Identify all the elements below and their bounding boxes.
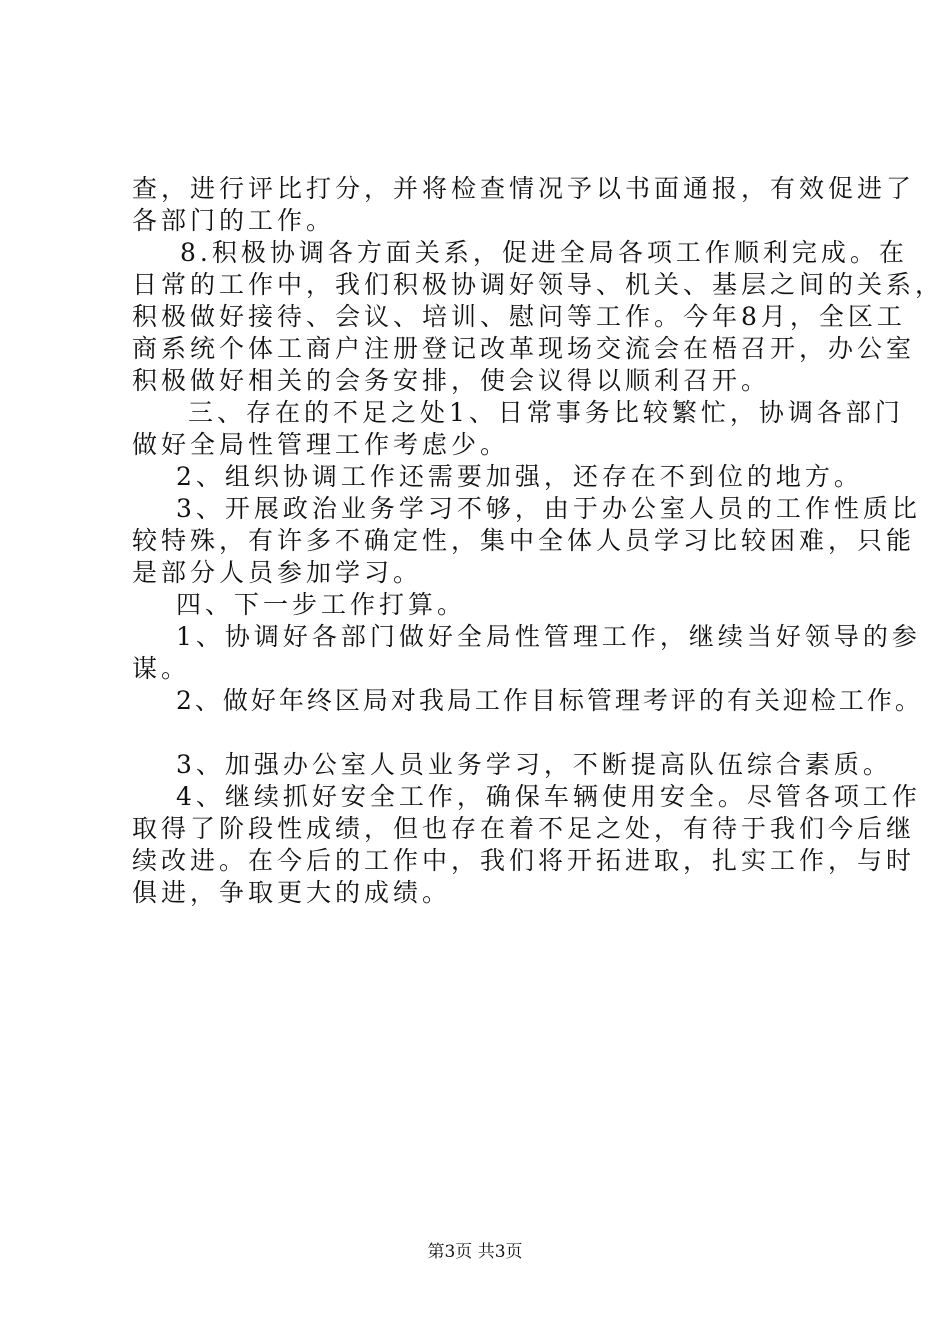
text-line: 2、做好年终区局对我局工作目标管理考评的有关迎检工作。 [176, 686, 923, 715]
text-line: 较特殊，有许多不确定性，集中全体人员学习比较困难，只能 [132, 526, 916, 555]
text-line: 俱进，争取更大的成绩。 [132, 878, 452, 907]
text-line: 查，进行评比打分，并将检查情况予以书面通报，有效促进了 [132, 174, 916, 203]
text-line: 是部分人员参加学习。 [132, 558, 423, 587]
text-line: 4、继续抓好安全工作，确保车辆使用安全。尽管各项工作 [176, 782, 921, 811]
text-line: 积极做好接待、会议、培训、慰问等工作。今年8月，全区工 [132, 302, 906, 331]
text-line: 1、协调好各部门做好全局性管理工作，继续当好领导的参 [176, 622, 921, 651]
text-line: 日常的工作中，我们积极协调好领导、机关、基层之间的关系， [132, 270, 945, 299]
text-line: 三、存在的不足之处1、日常事务比较繁忙，协调各部门 [188, 398, 904, 427]
text-line: 续改进。在今后的工作中，我们将开拓进取，扎实工作，与时 [132, 846, 916, 875]
page-footer: 第3页 共3页 [427, 1242, 523, 1262]
text-line: 3、加强办公室人员业务学习，不断提高队伍综合素质。 [176, 750, 892, 779]
text-line: 做好全局性管理工作考虑少。 [132, 430, 510, 459]
text-line: 四、下一步工作打算。 [176, 590, 467, 619]
text-line: 积极做好相关的会务安排，使会议得以顺利召开。 [132, 366, 771, 395]
text-line: 谋。 [132, 654, 191, 683]
text-line: 商系统个体工商户注册登记改革现场交流会在梧召开，办公室 [132, 334, 916, 363]
text-line: 2、组织协调工作还需要加强，还存在不到位的地方。 [176, 462, 863, 491]
text-line: 各部门的工作。 [132, 206, 336, 235]
text-line: 取得了阶段性成绩，但也存在着不足之处，有待于我们今后继 [132, 814, 916, 843]
text-line: 8.积极协调各方面关系，促进全局各项工作顺利完成。在 [180, 238, 908, 267]
text-line: 3、开展政治业务学习不够，由于办公室人员的工作性质比 [176, 494, 921, 523]
